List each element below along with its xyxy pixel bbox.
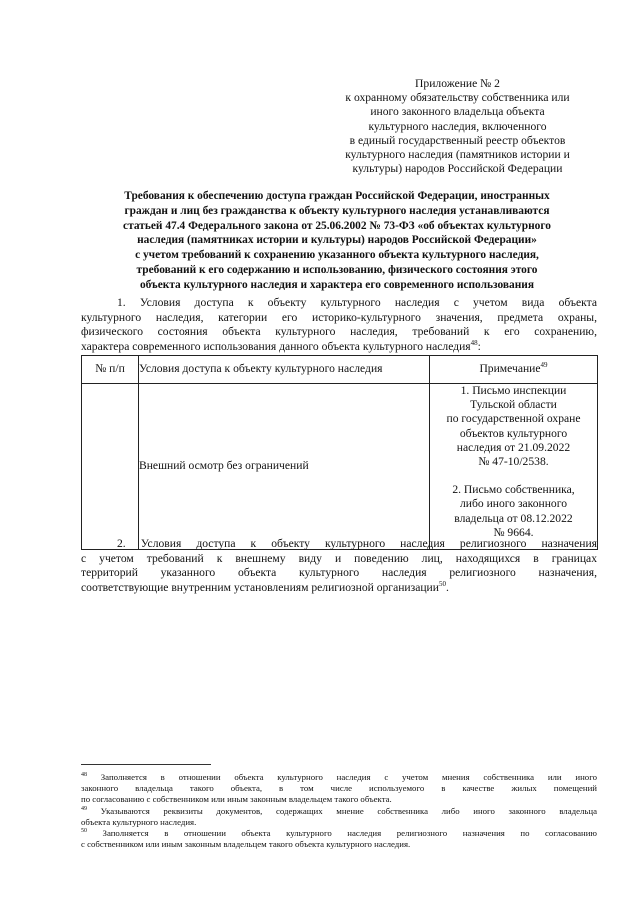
annex-line: к охранному обязательству собственника или — [345, 91, 570, 105]
title-line: наследия (памятниках истории и культуры) народов Российской Федерации» — [137, 234, 537, 247]
footnote-divider — [81, 764, 211, 765]
footnote-50-line — [81, 828, 597, 839]
title-line: требований к его содержанию и использованию, физического состояния этого — [136, 263, 538, 276]
paragraph-tail: : — [477, 339, 481, 353]
paragraph-2 — [81, 537, 597, 595]
annex-line: Приложение № 2 — [415, 77, 500, 90]
paragraph-line: физического состояния объекта культурного наследия, требований к его сохранению, — [81, 325, 597, 339]
paragraph-line: территорий указанного объекта культурного наследия религиозного назначения, — [81, 566, 597, 580]
footnote-number: 48 — [81, 772, 87, 779]
paragraph-line: с учетом требований к внешнему виду и поведению лиц, находящихся в границах — [81, 551, 597, 565]
cell-note — [430, 384, 598, 550]
note-item-1 — [430, 384, 597, 469]
annex-line: культуры) народов Российской Федерации — [352, 162, 563, 176]
cell-conditions: Внешний осмотр без ограничений — [139, 384, 430, 550]
paragraph-line: 1. Условия доступа к объекту культурного наследия с учетом вида объекта — [117, 296, 597, 309]
footnote-ref-50[interactable]: 50 — [438, 579, 446, 588]
cell-number — [82, 384, 139, 550]
paragraph-1 — [81, 296, 597, 354]
annex-line: культурного наследия, включенного — [368, 119, 547, 133]
note-line: 1. Письмо инспекции — [460, 384, 567, 397]
footnote-number: 49 — [81, 805, 87, 812]
paragraph-text: соответствующие внутренним установлениям религиозной организации — [81, 580, 439, 594]
table-header-row — [82, 356, 598, 384]
note-line: владельца от 08.12.2022 — [454, 511, 573, 525]
header-note — [430, 356, 598, 384]
note-line: по государственной охране — [446, 412, 581, 426]
paragraph-tail: . — [445, 580, 449, 594]
header-note-label: Примечание — [479, 362, 541, 376]
annex-line: в единый государственный реестр объектов — [349, 133, 566, 147]
title-line: Требования к обеспечению доступа граждан Российской Федерации, иностранных — [124, 190, 550, 202]
header-conditions: Условия доступа к объекту культурного наследия — [139, 356, 430, 384]
footnote-48-line: по согласованию с собственником или иным законным владельцем такого объекта. — [81, 794, 392, 805]
footnote-ref-49[interactable]: 49 — [540, 361, 548, 370]
title-line: с учетом требований к сохранению указанного объекта культурного наследия, — [135, 249, 539, 262]
footnote-text: Заполняется в отношении объекта культурного наследия с учетом мнения собственника или иного — [100, 772, 597, 782]
title-line: объекта культурного наследия и характера его современного использования — [139, 278, 535, 291]
note-line: № 47-10/2538. — [478, 455, 549, 469]
footnote-text: Заполняется в отношении объекта культурного наследия религиозного назначения по согласованию — [102, 828, 597, 839]
annex-header — [320, 77, 595, 176]
paragraph-line: культурного наследия, категории его историко-культурного значения, предмета охраны, — [81, 310, 597, 324]
title-line: граждан и лиц без гражданства к объекту культурного наследия устанавливаются — [124, 204, 550, 217]
note-line: 2. Письмо собственника, — [452, 483, 575, 497]
note-item-2 — [430, 483, 597, 540]
header-number: № п/п — [82, 356, 139, 384]
footnote-48-line: законного владельца такого объекта, в том числе используемого в качестве жилых помещений — [81, 783, 597, 794]
footnote-text: Указываются реквизиты документов, содержащих мнение собственника либо иного законного владельца — [100, 805, 597, 816]
note-line: Тульской области — [470, 398, 557, 412]
title-line: статьей 47.4 Федерального закона от 25.06.2002 № 73-ФЗ «об объектах культурного — [123, 219, 551, 232]
footnote-ref-48[interactable]: 48 — [470, 338, 478, 347]
note-line: объектов культурного — [459, 426, 568, 440]
note-line: либо иного законного — [460, 497, 567, 511]
document-title — [76, 189, 598, 293]
annex-line: культурного наследия (памятников истории и — [345, 148, 570, 162]
table-row — [82, 384, 598, 550]
footnote-50-line: с собственником или иным законным владельцем такого объекта культурного наследия. — [81, 839, 411, 850]
footnote-number: 50 — [81, 828, 87, 835]
note-line: наследия от 21.09.2022 — [456, 440, 571, 454]
note-line: № 9664. — [493, 525, 534, 539]
footnote-49-line — [81, 806, 597, 817]
footnotes — [81, 772, 597, 850]
access-conditions-table — [81, 355, 598, 550]
footnote-48-line — [81, 772, 597, 783]
footnote-49-line: объекта культурного наследия. — [81, 816, 197, 827]
paragraph-line: 2. Условия доступа к объекту культурного наследия религиозного назначения — [117, 537, 597, 550]
paragraph-line-last — [81, 340, 597, 355]
paragraph-text: характера современного использования данного объекта культурного наследия — [81, 339, 471, 353]
paragraph-line-last — [81, 581, 597, 596]
annex-line: иного законного владельца объекта — [370, 105, 545, 119]
